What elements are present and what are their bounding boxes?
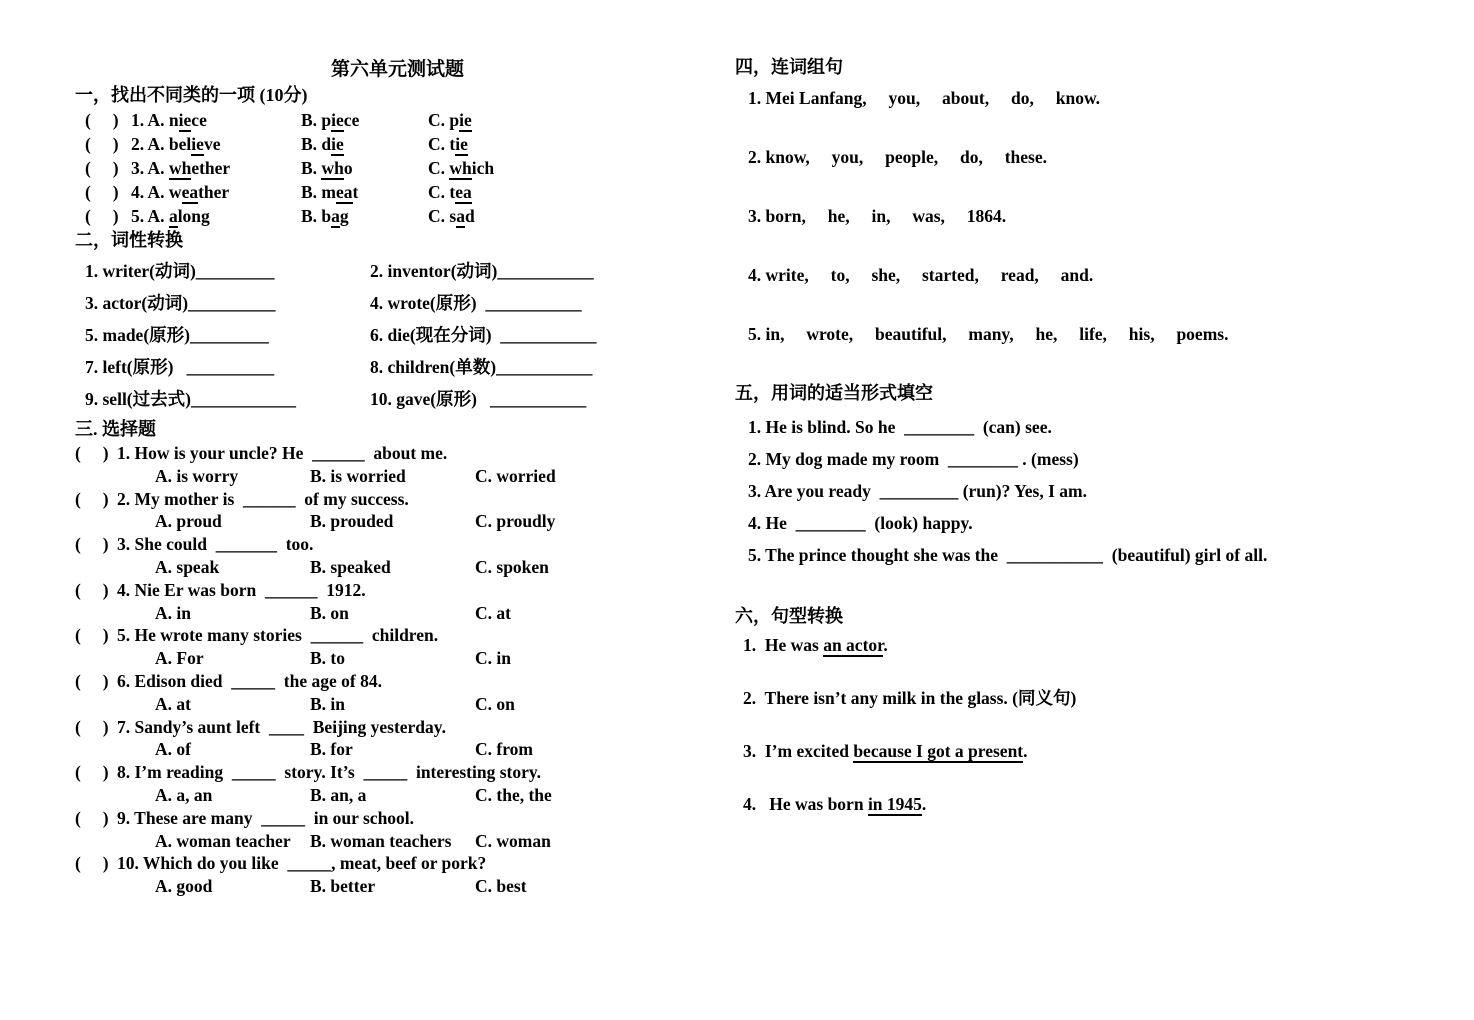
question-text: 9. These are many _____ in our school.: [117, 807, 415, 828]
answer-bracket: ( ): [75, 443, 109, 463]
option-text: 5. A.: [131, 206, 169, 226]
option-c: C. woman: [475, 830, 551, 851]
option-c: C. the, the: [475, 784, 552, 805]
option-c: [428, 156, 720, 180]
classify-row: [75, 204, 720, 228]
sentence-text: 3. I’m excited: [743, 741, 854, 761]
question-text: 2. My mother is ______ of my success.: [117, 488, 409, 509]
mc-question: [75, 716, 720, 762]
sentence-transform-item: [743, 633, 1415, 658]
classify-row: [75, 156, 720, 180]
option-b: B. on: [310, 602, 349, 623]
underlined-letters: a: [168, 206, 178, 226]
fill-in-item: 5. The prince thought she was the ___________ (beautiful) girl of all.: [748, 545, 1268, 565]
option-b: B. is worried: [310, 465, 406, 486]
option-text: B.: [301, 158, 322, 178]
question-text: 8. I’m reading _____ story. It’s _____ interesting story.: [117, 762, 542, 783]
option-text: B. d: [301, 134, 332, 154]
option-b: B. in: [310, 693, 346, 714]
option-a: [131, 108, 301, 132]
underlined-letters: wh: [168, 158, 192, 178]
word-form-list: [75, 259, 720, 411]
answer-bracket: ( ): [75, 534, 109, 555]
page-title: 第六单元测试题: [330, 59, 464, 80]
underlined-letters: ie: [331, 110, 344, 130]
word-form-item: 8. children(单数)___________: [370, 357, 593, 377]
underlined-letters: ie: [178, 110, 192, 130]
sentence-transform-item: [743, 739, 1415, 764]
option-a: A. woman teacher: [155, 830, 291, 851]
option-b: B. woman teachers: [310, 830, 452, 851]
question-text: 4. Nie Er was born ______ 1912.: [117, 579, 366, 600]
underlined-letters: a: [331, 206, 340, 226]
word-form-item: 4. wrote(原形) ___________: [370, 293, 582, 313]
option-text: o: [343, 158, 353, 178]
option-a: [131, 180, 301, 204]
classify-row: [75, 108, 720, 132]
answer-bracket: ( ): [75, 853, 109, 874]
word-form-item: 10. gave(原形) ___________: [370, 389, 587, 409]
question-text: 5. He wrote many stories ______ children.: [117, 625, 439, 646]
section-heading-classify: 一，找出不同类的一项 (10分): [75, 85, 308, 105]
mc-question: [75, 488, 720, 534]
option-text: t: [352, 182, 359, 202]
answer-bracket: ( ): [75, 579, 109, 600]
option-text: long: [177, 206, 210, 226]
word-form-item: 3. actor(动词)__________: [85, 293, 276, 313]
option-c: C. worried: [475, 465, 556, 486]
sentence-building-item: 2. know, you, people, do, these.: [748, 147, 1047, 167]
mc-question: [75, 761, 720, 807]
option-c: [428, 204, 720, 228]
option-a: A. proud: [155, 511, 222, 532]
option-a: [131, 156, 301, 180]
mc-question: [75, 624, 720, 670]
sentence-text: .: [883, 635, 888, 655]
underlined-letters: ie: [459, 110, 472, 130]
option-a: A. For: [155, 648, 204, 669]
left-column: [75, 56, 720, 898]
option-text: ich: [471, 158, 495, 178]
word-form-item: 9. sell(过去式)____________: [85, 389, 296, 409]
option-b: [301, 156, 428, 180]
sentence-building-item: 3. born, he, in, was, 1864.: [748, 206, 1007, 226]
word-form-item: 1. writer(动词)_________: [85, 261, 275, 281]
sentence-building-item: 1. Mei Lanfang, you, about, do, know.: [748, 88, 1101, 108]
underlined-letters: ie: [455, 134, 468, 154]
option-text: d: [464, 206, 475, 226]
option-text: ce: [191, 110, 207, 130]
word-form-item: 7. left(原形) __________: [85, 357, 275, 377]
option-c: C. from: [475, 739, 533, 760]
option-a: A. good: [155, 876, 213, 897]
option-a: A. of: [155, 739, 191, 760]
word-form-item: 6. die(现在分词) ___________: [370, 325, 597, 345]
option-b: B. prouded: [310, 511, 394, 532]
multiple-choice-list: [75, 442, 720, 898]
underlined-letters: ea: [455, 182, 472, 202]
underlined-letters: ie: [331, 134, 344, 154]
option-b: [301, 108, 428, 132]
mc-question: [75, 533, 720, 579]
question-text: 6. Edison died _____ the age of 84.: [117, 670, 382, 691]
option-a: A. speak: [155, 556, 220, 577]
option-text: C. t: [428, 182, 456, 202]
option-b: B. to: [310, 648, 345, 669]
sentence-building-item: 4. write, to, she, started, read, and.: [748, 265, 1094, 285]
section-heading-fill-in: 五，用词的适当形式填空: [735, 383, 933, 403]
option-text: 1. A. n: [131, 110, 179, 130]
underlined-letters: wh: [449, 158, 472, 178]
option-b: [301, 180, 428, 204]
mc-question: [75, 852, 720, 898]
option-c: [428, 132, 720, 156]
option-text: C. p: [428, 110, 460, 130]
option-text: B. p: [301, 110, 332, 130]
sentence-text: 1. He was: [743, 635, 824, 655]
word-form-item: 2. inventor(动词)___________: [370, 261, 594, 281]
fill-in-item: 3. Are you ready _________ (run)? Yes, I am.: [748, 481, 1087, 501]
fill-in-item: 4. He ________ (look) happy.: [748, 513, 973, 533]
option-b: B. for: [310, 739, 353, 760]
classify-row: [75, 180, 720, 204]
question-text: 3. She could _______ too.: [117, 534, 314, 555]
option-text: C. s: [428, 206, 457, 226]
answer-bracket: ( ): [75, 670, 109, 691]
mc-question: [75, 807, 720, 853]
underlined-letters: wh: [321, 158, 344, 178]
option-text: 2. A. bel: [131, 134, 192, 154]
option-c: C. in: [475, 648, 511, 669]
answer-bracket: ( ): [85, 134, 119, 154]
underlined-letters: ea: [181, 182, 199, 202]
option-text: g: [339, 206, 349, 226]
option-c: [428, 108, 720, 132]
underlined-letters: ie: [191, 134, 204, 154]
sentence-transform-item: [743, 686, 1415, 711]
option-text: ether: [191, 158, 231, 178]
answer-bracket: ( ): [75, 625, 109, 646]
sentence-text: .: [921, 794, 927, 814]
option-text: B. m: [301, 182, 336, 202]
answer-bracket: ( ): [75, 716, 109, 737]
section-heading-sentence-building: 四，连词组句: [735, 57, 843, 77]
option-c: C. proudly: [475, 511, 556, 532]
option-b: B. an, a: [310, 784, 367, 805]
option-text: C. t: [428, 134, 456, 154]
answer-bracket: ( ): [85, 182, 119, 202]
option-b: B. better: [310, 876, 376, 897]
option-text: 3. A.: [131, 158, 169, 178]
option-c: C. spoken: [475, 556, 549, 577]
sentence-text: 2. There isn’t any milk in the glass. (同义句): [743, 688, 1077, 708]
underlined-letters: a: [456, 206, 465, 226]
mc-question: [75, 579, 720, 625]
answer-bracket: ( ): [75, 807, 109, 828]
sentence-text: 4. He was born: [743, 794, 868, 814]
sentence-transform-item: [743, 792, 1415, 817]
underlined-phrase: because I got a present: [853, 741, 1024, 761]
option-text: ther: [198, 182, 230, 202]
answer-bracket: ( ): [75, 488, 109, 509]
answer-bracket: ( ): [85, 206, 119, 226]
option-text: C.: [428, 158, 450, 178]
option-b: [301, 204, 428, 228]
option-a: A. at: [155, 693, 191, 714]
option-c: [428, 180, 720, 204]
question-text: 7. Sandy’s aunt left ____ Beijing yesterday.: [117, 716, 446, 737]
option-text: B. b: [301, 206, 332, 226]
answer-bracket: ( ): [85, 110, 119, 130]
option-c: C. at: [475, 602, 511, 623]
option-a: A. in: [155, 602, 191, 623]
right-column: [735, 55, 1415, 845]
mc-question: [75, 670, 720, 716]
option-text: ce: [343, 110, 360, 130]
option-c: C. best: [475, 876, 527, 897]
answer-bracket: ( ): [75, 762, 109, 783]
mc-question: [75, 442, 720, 488]
answer-bracket: ( ): [85, 158, 119, 178]
option-a: A. a, an: [155, 784, 213, 805]
underlined-phrase: an actor: [823, 635, 884, 655]
option-c: C. on: [475, 693, 515, 714]
option-b: [301, 132, 428, 156]
question-text: 10. Which do you like _____, meat, beef or pork?: [117, 853, 487, 874]
section-heading-sentence-transform: 六，句型转换: [735, 606, 843, 626]
fill-in-item: 2. My dog made my room ________ . (mess): [748, 449, 1079, 469]
option-text: 4. A. w: [131, 182, 182, 202]
word-form-item: 5. made(原形)_________: [85, 325, 269, 345]
underlined-letters: ea: [336, 182, 353, 202]
sentence-building-item: 5. in, wrote, beautiful, many, he, life, his, poems.: [748, 324, 1229, 344]
option-a: [131, 132, 301, 156]
section-heading-word-forms: 二，词性转换: [75, 230, 183, 250]
option-a: A. is worry: [155, 465, 239, 486]
option-a: [131, 204, 301, 228]
classify-row: [75, 132, 720, 156]
underlined-phrase: in 1945: [867, 794, 922, 814]
sentence-text: .: [1023, 741, 1028, 761]
option-text: ve: [203, 134, 221, 154]
section-heading-multiple-choice: 三. 选择题: [75, 419, 156, 439]
option-b: B. speaked: [310, 556, 391, 577]
question-text: 1. How is your uncle? He ______ about me.: [117, 443, 448, 463]
fill-in-item: 1. He is blind. So he ________ (can) see.: [748, 417, 1052, 437]
